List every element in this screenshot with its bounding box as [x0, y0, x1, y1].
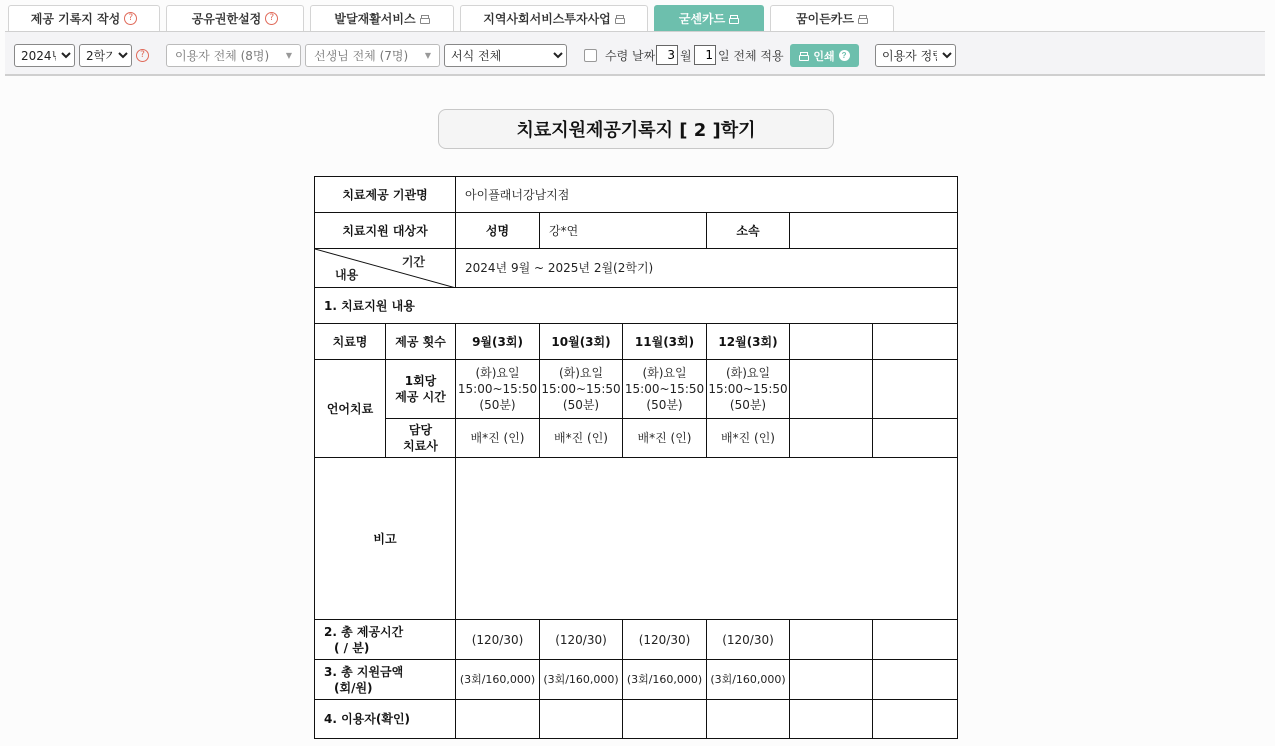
total-amount-cell: (3회/160,000)	[623, 660, 707, 700]
label-line: 3. 총 지원금액	[324, 664, 404, 679]
col-therapy-name: 치료명	[315, 324, 386, 360]
month-header: 9월(3회)	[456, 324, 540, 360]
total-time-cell	[790, 620, 873, 660]
print-icon	[615, 15, 625, 23]
tab-dream-card[interactable]	[770, 5, 894, 31]
tab-bar	[8, 5, 894, 31]
print-icon	[420, 15, 430, 23]
total-time-cell: (120/30)	[623, 620, 707, 660]
label-line: 1회당	[404, 374, 437, 388]
tab-label: 제공 기록지 작성	[30, 12, 121, 26]
total-amount-cell	[790, 660, 873, 700]
document-title: 치료지원제공기록지 [ 2 ]학기	[438, 109, 834, 149]
section-3-label	[315, 660, 456, 700]
period-content-header	[315, 249, 456, 288]
col-provide-count: 제공 횟수	[386, 324, 456, 360]
print-button[interactable]	[790, 44, 859, 67]
tab-label: 발달재활서비스	[334, 12, 416, 26]
semester-select[interactable]	[79, 44, 132, 67]
remarks-label: 비고	[315, 458, 456, 620]
apply-all-label: 일 전체 적용	[718, 49, 784, 63]
period-value: 2024년 9월 ~ 2025년 2월(2학기)	[456, 249, 958, 288]
tab-label: 지역사회서비스투자사업	[483, 12, 611, 26]
total-time-cell: (120/30)	[707, 620, 790, 660]
month-header: 10월(3회)	[540, 324, 623, 360]
confirm-cell	[623, 700, 707, 739]
user-sort-select[interactable]	[875, 44, 956, 67]
print-icon	[799, 52, 809, 60]
session-cell: (화)요일 15:00~15:50 (50분)	[623, 360, 707, 419]
month-header	[873, 324, 958, 360]
section-4-label: 4. 이용자(확인)	[315, 700, 456, 739]
print-icon	[858, 15, 868, 23]
total-amount-cell: (3회/160,000)	[456, 660, 540, 700]
confirm-cell	[456, 700, 540, 739]
therapist-cell: 배*진 (인)	[707, 419, 790, 458]
label-line: 2. 총 제공시간	[324, 624, 404, 639]
therapist-cell: 배*진 (인)	[540, 419, 623, 458]
year-select[interactable]	[14, 44, 75, 67]
day-input[interactable]	[694, 45, 716, 65]
therapist-label	[386, 419, 456, 458]
total-amount-cell	[873, 660, 958, 700]
confirm-cell	[790, 700, 873, 739]
tab-label: 굳센카드	[678, 12, 726, 26]
form-select[interactable]	[444, 44, 567, 67]
receipt-date-checkbox[interactable]	[584, 49, 597, 62]
help-icon[interactable]: ?	[124, 12, 137, 25]
affiliation-label: 소속	[707, 213, 790, 249]
name-label: 성명	[456, 213, 540, 249]
label-line: 제공 시간	[395, 390, 446, 404]
month-label: 월	[680, 49, 692, 63]
session-cell: (화)요일 15:00~15:50 (50분)	[707, 360, 790, 419]
help-icon[interactable]: ?	[839, 50, 850, 61]
tab-gutsen-card[interactable]	[654, 5, 764, 31]
session-cell	[790, 360, 873, 419]
user-filter-dropdown[interactable]	[166, 44, 301, 67]
help-icon[interactable]: ?	[136, 49, 149, 62]
total-time-cell: (120/30)	[540, 620, 623, 660]
help-icon[interactable]: ?	[265, 12, 278, 25]
tab-development-rehab[interactable]	[310, 5, 454, 31]
label-line: (회/원)	[334, 680, 373, 695]
therapist-cell	[790, 419, 873, 458]
therapist-cell: 배*진 (인)	[456, 419, 540, 458]
label-line: 치료사	[403, 439, 438, 453]
time-per-session-label	[386, 360, 456, 419]
institution-label: 치료제공 기관명	[315, 177, 456, 213]
section-1-heading: 1. 치료지원 내용	[315, 288, 958, 324]
therapist-cell	[873, 419, 958, 458]
content-label: 내용	[335, 268, 359, 282]
label-line: ( / 분)	[334, 640, 370, 655]
total-amount-cell: (3회/160,000)	[707, 660, 790, 700]
receipt-date-label: 수령 날짜	[605, 49, 656, 63]
print-icon	[729, 15, 739, 23]
session-cell: (화)요일 15:00~15:50 (50분)	[540, 360, 623, 419]
filter-toolbar	[5, 31, 1265, 76]
total-time-cell	[873, 620, 958, 660]
session-cell	[873, 360, 958, 419]
caret-down-icon: ▼	[285, 51, 292, 60]
tab-share-permission[interactable]	[166, 5, 304, 31]
confirm-cell	[707, 700, 790, 739]
teacher-filter-dropdown[interactable]	[305, 44, 440, 67]
teacher-filter-value: 선생님 전체 (7명)	[314, 49, 409, 63]
tab-label: 꿈이든카드	[796, 12, 854, 26]
label-line: 담당	[408, 423, 433, 437]
tab-label: 공유권한설정	[191, 12, 262, 26]
tab-community-service[interactable]	[460, 5, 648, 31]
session-cell: (화)요일 15:00~15:50 (50분)	[456, 360, 540, 419]
total-time-cell: (120/30)	[456, 620, 540, 660]
print-label: 인쇄	[813, 50, 835, 63]
institution-value: 아이플래너강남지점	[456, 177, 958, 213]
remarks-value	[456, 458, 958, 620]
total-amount-cell: (3회/160,000)	[540, 660, 623, 700]
affiliation-value	[790, 213, 958, 249]
target-label: 치료지원 대상자	[315, 213, 456, 249]
section-2-label	[315, 620, 456, 660]
month-header: 12월(3회)	[707, 324, 790, 360]
tab-record-write[interactable]	[8, 5, 160, 31]
month-header	[790, 324, 873, 360]
therapy-record-table	[314, 176, 958, 739]
period-label: 기간	[401, 255, 426, 269]
month-header: 11월(3회)	[623, 324, 707, 360]
therapist-cell: 배*진 (인)	[623, 419, 707, 458]
caret-down-icon: ▼	[424, 51, 431, 60]
confirm-cell	[540, 700, 623, 739]
therapy-name: 언어치료	[315, 360, 386, 458]
confirm-cell	[873, 700, 958, 739]
name-value: 강*연	[540, 213, 707, 249]
month-input[interactable]	[656, 45, 678, 65]
user-filter-value: 이용자 전체 (8명)	[175, 49, 270, 63]
